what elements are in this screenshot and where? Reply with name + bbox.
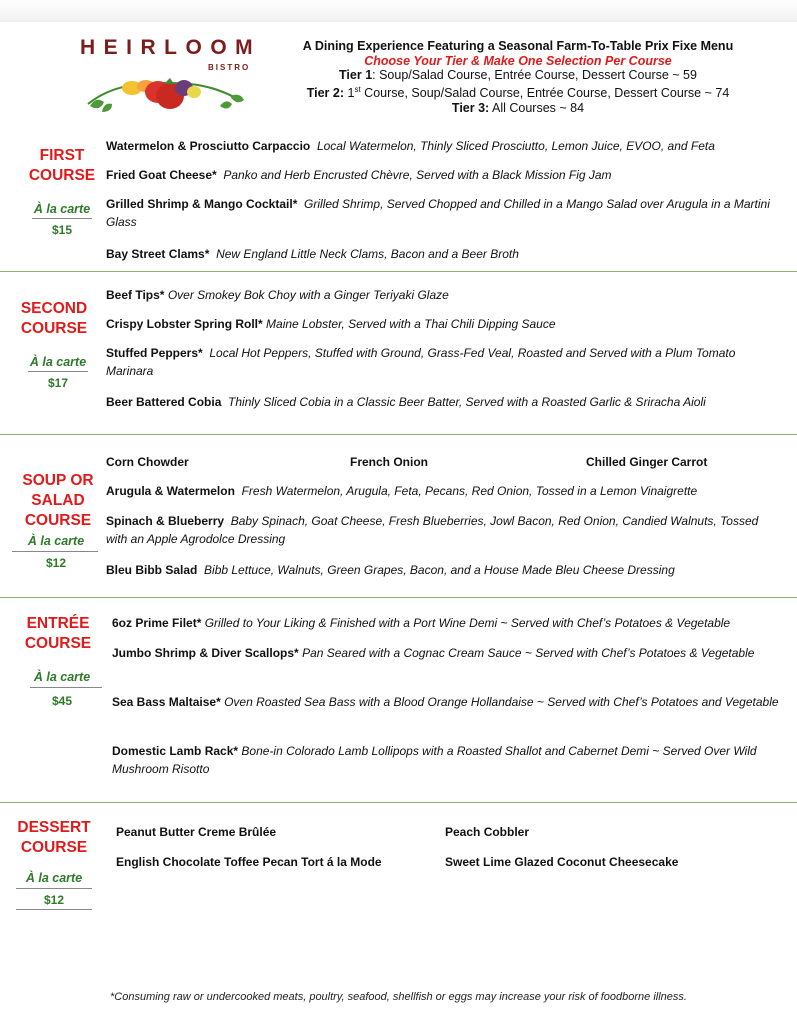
item-description: Grilled Shrimp, Served Chopped and Chilled in a Mango Salad over Arugula in a Martini Glass <box>106 197 770 229</box>
first-course-title-line2: COURSE <box>28 167 96 184</box>
item-description: Bibb Lettuce, Walnuts, Green Grapes, Bacon, and a House Made Bleu Cheese Dressing <box>204 563 675 577</box>
tier-3-label: Tier 3: <box>451 100 490 115</box>
entree-course-title-line1: ENTRÉE <box>26 615 90 632</box>
soup-salad-price-rule <box>12 551 98 552</box>
item-name: Jumbo Shrimp & Diver Scallops* <box>112 646 299 660</box>
item-description: Local Hot Peppers, Stuffed with Ground, Grass-Fed Veal, Roasted and Served with a Plum Tomato Marinara <box>106 346 736 378</box>
menu-item <box>106 513 776 548</box>
menu-item <box>106 562 786 580</box>
dessert-course-title-line1: DESSERT <box>17 819 91 836</box>
menu-item <box>106 246 786 264</box>
second-course-title <box>14 299 94 339</box>
item-name: Grilled Shrimp & Mango Cocktail* <box>106 197 298 211</box>
dessert-price-bottom-rule <box>16 909 92 910</box>
dessert-option: Sweet Lime Glazed Coconut Cheesecake <box>445 855 679 869</box>
item-description: Bone-in Colorado Lamb Lollipops with a Roasted Shallot and Cabernet Demi ~ Served Over Wild Mushroom Risotto <box>112 744 757 776</box>
menu-item <box>112 743 782 778</box>
first-course-title <box>22 146 102 186</box>
item-name: 6oz Prime Filet* <box>112 616 202 630</box>
soup-course-title-line1: SOUP OR <box>22 472 94 489</box>
menu-item <box>106 394 790 412</box>
vegetables-illustration-icon <box>80 66 250 116</box>
item-description: Thinly Sliced Cobia in a Classic Beer Batter, Served with a Roasted Garlic & Sriracha Aioli <box>228 395 706 409</box>
item-description: Grilled to Your Liking & Finished with a Port Wine Demi ~ Served with Chef’s Potatoes & Vegetable <box>204 616 731 630</box>
header-instruction: Choose Your Tier & Make One Selection Per Course <box>364 53 672 68</box>
item-description: Panko and Herb Encrusted Chèvre, Served with a Black Mission Fig Jam <box>223 168 612 182</box>
second-course-price: $17 <box>47 376 69 390</box>
second-course-title-line2: COURSE <box>20 320 88 337</box>
item-name: Crispy Lobster Spring Roll* <box>106 317 263 331</box>
foodborne-illness-disclaimer: *Consuming raw or undercooked meats, poultry, seafood, shellfish or eggs may increase your risk of foodborne illness. <box>110 991 687 1003</box>
menu-item <box>112 615 788 633</box>
item-name: Stuffed Peppers* <box>106 346 203 360</box>
first-course-title-line1: FIRST <box>39 147 85 164</box>
soup-salad-course-title <box>18 471 98 531</box>
dessert-option: English Chocolate Toffee Pecan Tort á la Mode <box>116 855 382 869</box>
menu-item <box>106 483 786 501</box>
second-course-alacarte: À la carte <box>29 355 87 369</box>
dessert-price-rule <box>16 888 92 889</box>
tier-3-text: All Courses ~ 84 <box>489 100 585 115</box>
soup-option: Corn Chowder <box>106 455 189 469</box>
menu-item <box>106 138 786 156</box>
tier-2-label: Tier 2: <box>306 85 345 100</box>
item-description: Oven Roasted Sea Bass with a Blood Orange Hollandaise ~ Served with Chef’s Potatoes and Vegetable <box>224 695 779 709</box>
item-description: Fresh Watermelon, Arugula, Feta, Pecans, Red Onion, Tossed in a Lemon Vinaigrette <box>241 484 698 498</box>
entree-price-rule <box>30 687 102 688</box>
logo-wordmark: HEIRLOOM <box>80 36 262 59</box>
tier-1-line <box>258 68 778 83</box>
first-course-price-rule <box>32 218 92 219</box>
dessert-course-title <box>14 818 94 858</box>
tier-1-text: : Soup/Salad Course, Entrée Course, Dessert Course ~ 59 <box>372 68 697 83</box>
item-name: Beer Battered Cobia <box>106 395 222 409</box>
item-name: Beef Tips* <box>106 288 165 302</box>
item-name: Spinach & Blueberry <box>106 514 225 528</box>
item-name: Bay Street Clams* <box>106 247 210 261</box>
tier-2-line <box>258 83 778 101</box>
menu-item <box>112 645 762 663</box>
soup-salad-alacarte: À la carte <box>27 534 85 548</box>
item-name: Watermelon & Prosciutto Carpaccio <box>106 139 311 153</box>
soup-course-title-line3: COURSE <box>24 512 92 529</box>
dessert-course-title-line2: COURSE <box>20 839 88 856</box>
menu-item <box>106 167 786 185</box>
entree-price: $45 <box>51 694 73 708</box>
menu-item <box>112 694 782 712</box>
menu-item <box>106 316 786 334</box>
tier-1-label: Tier 1 <box>339 68 373 83</box>
soup-option: French Onion <box>350 455 428 469</box>
entree-alacarte: À la carte <box>33 670 91 684</box>
section-divider <box>0 802 797 803</box>
second-course-price-rule <box>28 371 88 372</box>
dessert-option: Peanut Butter Creme Brûlée <box>116 825 277 839</box>
item-name: Domestic Lamb Rack* <box>112 744 239 758</box>
item-name: Bleu Bibb Salad <box>106 563 198 577</box>
item-name: Fried Goat Cheese* <box>106 168 217 182</box>
section-divider <box>0 597 797 598</box>
item-name: Sea Bass Maltaise* <box>112 695 221 709</box>
dessert-price: $12 <box>43 893 65 907</box>
menu-item <box>106 345 776 380</box>
first-course-price: $15 <box>51 223 73 237</box>
menu-item <box>106 196 790 231</box>
tier-2-superscript: st <box>354 84 361 94</box>
heirloom-bistro-logo <box>80 36 260 116</box>
entree-course-title-line2: COURSE <box>24 635 92 652</box>
first-course-alacarte: À la carte <box>33 202 91 216</box>
section-divider <box>0 271 797 272</box>
soup-course-title-line2: SALAD <box>31 492 85 509</box>
soup-salad-price: $12 <box>45 556 67 570</box>
item-name: Arugula & Watermelon <box>106 484 235 498</box>
menu-header <box>258 39 778 115</box>
tier-2-text: Course, Soup/Salad Course, Entrée Course, Dessert Course ~ 74 <box>360 85 730 100</box>
soup-option: Chilled Ginger Carrot <box>586 455 708 469</box>
logo-subtitle: BISTRO <box>208 63 251 72</box>
page-top-shadow <box>0 0 797 22</box>
menu-item <box>106 287 786 305</box>
dessert-alacarte: À la carte <box>25 871 83 885</box>
header-tagline: A Dining Experience Featuring a Seasonal Farm-To-Table Prix Fixe Menu <box>302 39 734 53</box>
item-description: Pan Seared with a Cognac Cream Sauce ~ Served with Chef’s Potatoes & Vegetable <box>302 646 755 660</box>
dessert-option: Peach Cobbler <box>445 825 530 839</box>
item-description: Maine Lobster, Served with a Thai Chili Dipping Sauce <box>266 317 556 331</box>
item-description: Over Smokey Bok Choy with a Ginger Teriyaki Glaze <box>167 288 449 302</box>
item-description: New England Little Neck Clams, Bacon and a Beer Broth <box>216 247 519 261</box>
tier-3-line <box>258 101 778 116</box>
tier-2-prefix: 1 <box>344 85 355 100</box>
second-course-title-line1: SECOND <box>20 300 88 317</box>
item-description: Baby Spinach, Goat Cheese, Fresh Blueberries, Jowl Bacon, Red Onion, Candied Walnuts, Tossed with an Apple Agrodolce Dressing <box>106 514 759 546</box>
item-description: Local Watermelon, Thinly Sliced Prosciutto, Lemon Juice, EVOO, and Feta <box>316 139 715 153</box>
section-divider <box>0 434 797 435</box>
entree-course-title <box>18 614 98 654</box>
